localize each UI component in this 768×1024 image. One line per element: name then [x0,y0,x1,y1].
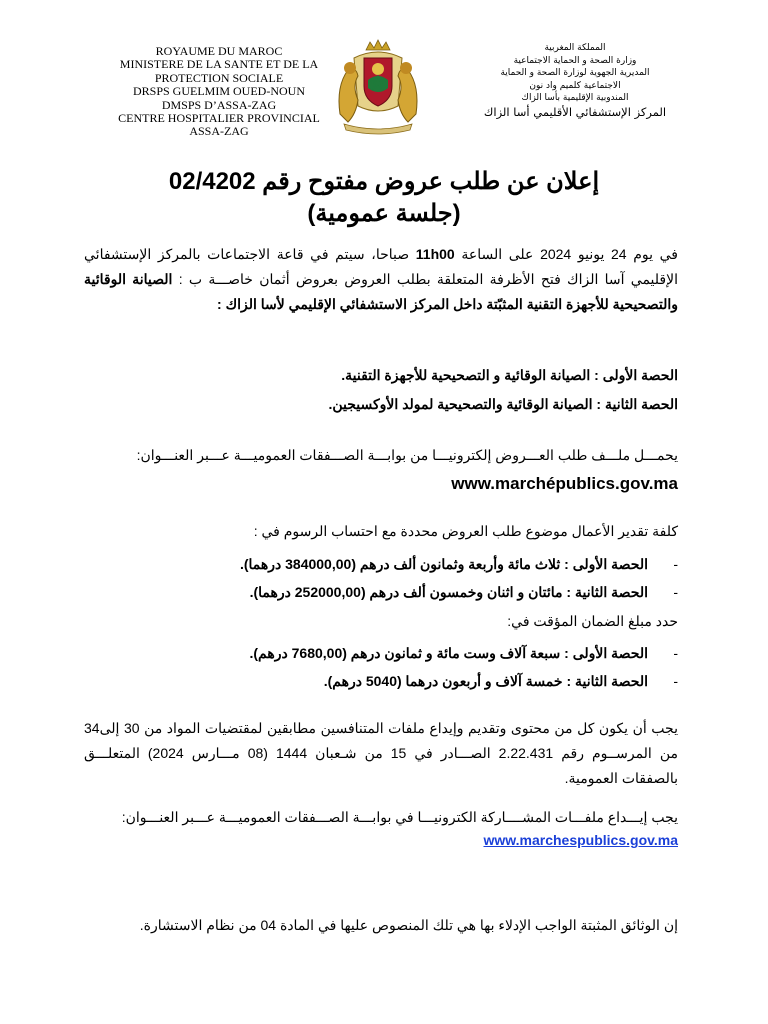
lot-2: الحصة الثانية : الصيانة الوقائية والتصحيحية لمولد الأوكسيجين. [328,396,678,412]
header-line: وزارة الصحة و الحماية الاجتماعية [513,55,637,66]
bullet-dash: - [673,673,678,689]
header-line: ASSA-ZAG [189,124,249,137]
header-line: الاجتماعية كلميم واد نون [529,80,621,91]
header-line: المديرية الجهوية لوزارة الصحة و الحماية [500,68,650,79]
intro-paragraph [84,242,678,317]
bullet-dash: - [673,645,678,661]
header-line: DMSPS D’ASSA-ZAG [161,97,277,112]
french-header [84,45,354,137]
morocco-coat-of-arms-icon [328,36,428,136]
cost-intro: كلفة تقدير الأعمال موضوع طلب العروض محددة مع احتساب الرسوم في : [253,523,678,539]
lot-1: الحصة الأولى : الصيانة الوقائية و التصحيحية للأجهزة التقنية. [341,367,678,383]
header-line: ROYAUME DU MAROC [155,45,283,58]
submission-url[interactable]: www.marchespublics.gov.ma [483,832,678,848]
intro-text: صباحا، سيتم في قاعة الاجتماعات بالمركز الإستشفائي الإقليمي آسا الزاك فتح الأظرفة المتعلقة بطلب العروض بعروض أثمان خاصـــة ب : [84,246,678,287]
download-url[interactable]: www.marchépublics.gov.ma [451,474,678,493]
header-line: PROTECTION SOCIALE [154,70,284,85]
cost-item [84,553,678,575]
arabic-header [450,42,700,120]
guarantee-item-text: الحصة الأولى : سبعة آلاف وست مائة و ثمانون درهم (7680,00 درهم). [249,645,648,661]
submission-text: يجب إيـــداع ملفـــات المشــــاركة الكترونيـــا في بوابـــة الصـــفقات العموميـــة عـــبر العنـــوان: [121,809,678,825]
intro-time: 11h00 [415,246,455,262]
header-line: CENTRE HOSPITALIER PROVINCIAL [118,111,320,126]
header-line: DRSPS GUELMIM OUED-NOUN [132,84,305,99]
header-line: المركز الإستشفائي الأقليمي أسا الزاك [483,104,667,119]
cost-item-text: الحصة الأولى : ثلاث مائة وأربعة وثمانون ألف درهم (384000,00 درهما). [239,556,648,572]
cost-item [84,581,678,603]
download-text: يحمـــل ملـــف طلب العـــروض إلكترونيـــا من بوابـــة الصـــفقات العموميـــة عـــبر العنـــوان: [136,447,678,463]
cost-item-text: الحصة الثانية : مائتان و اثنان وخمسون ألف درهم (252000,00 درهما). [249,584,648,600]
guarantee-intro: حدد مبلغ الضمان المؤقت في: [507,613,678,629]
footer-note: إن الوثائق المثبتة الواجب الإدلاء بها هي تلك المنصوص عليها في المادة 04 من نظام الاستشارة. [139,917,678,933]
intro-subject: الصيانة الوقائية والتصحيحية للأجهزة التقنية المثبّتة داخل المركز الاستشفائي الإقليمي لأسا الزاك : [84,271,678,312]
page-title: إعلان عن طلب عروض مفتوح رقم 02/4202 [168,168,600,195]
bullet-dash: - [673,556,678,572]
header-line: MINISTERE DE LA SANTE ET DE LA [119,57,319,72]
requirement-paragraph: يجب أن يكون كل من محتوى وتقديم وإيداع ملفات المتنافسين مطابقين لمقتضيات المواد من 30 إلى34 من المرســوم رقم 2.22.431 الصـــادر في 15 من شـعبان 1444 (08 مـــارس 2024) المتعلـــق بالصفقات العمومية. [84,720,679,786]
header-line: المملكة المغربية [544,43,606,53]
guarantee-item [84,642,678,664]
guarantee-item-text: الحصة الثانية : خمسة آلاف و أربعون درهما (5040 درهم). [323,673,648,689]
bullet-dash: - [673,584,678,600]
header-line: المندوبية الإقليمية بأسا الزاك [521,93,629,104]
guarantee-item [84,670,678,692]
intro-text: في يوم 24 يونيو 2024 على الساعة [454,246,679,262]
page-subtitle: (جلسة عمومية) [307,200,461,227]
